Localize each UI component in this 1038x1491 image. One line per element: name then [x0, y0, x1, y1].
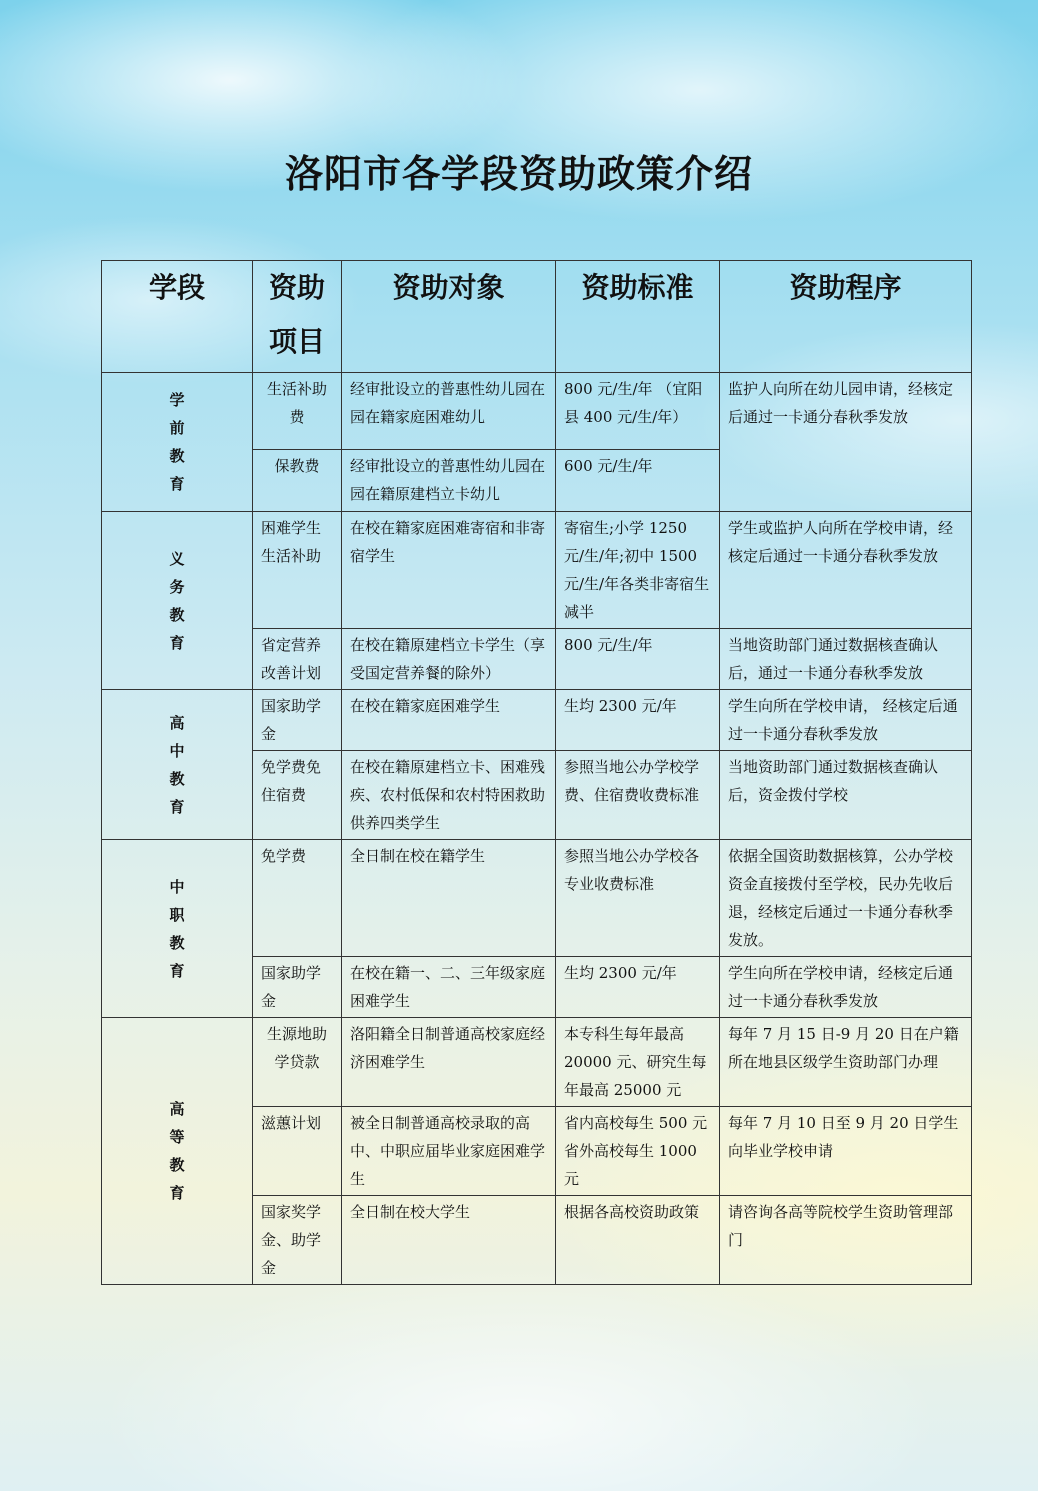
procedure-cell: 学生向所在学校申请，经核定后通过一卡通分春秋季发放 [720, 957, 972, 1018]
procedure-cell: 依据全国资助数据核算，公办学校资金直接拨付至学校，民办先收后退，经核定后通过一卡通分春秋季发放。 [720, 840, 972, 957]
target-cell: 经审批设立的普惠性幼儿园在园在籍家庭困难幼儿 [342, 373, 556, 450]
item-cell: 国家助学金 [253, 957, 342, 1018]
table-row [102, 512, 972, 629]
header-standard: 资助标准 [556, 261, 720, 373]
item-cell: 生源地助学贷款 [253, 1018, 342, 1107]
standard-cell: 600 元/生/年 [556, 450, 720, 512]
policy-table [101, 260, 972, 1285]
item-cell: 保教费 [253, 450, 342, 512]
table-row [102, 690, 972, 751]
target-cell: 全日制在校大学生 [342, 1196, 556, 1285]
target-cell: 经审批设立的普惠性幼儿园在园在籍原建档立卡幼儿 [342, 450, 556, 512]
stage-cell: 高中教育 [102, 690, 253, 840]
item-cell: 滋蕙计划 [253, 1107, 342, 1196]
target-cell: 洛阳籍全日制普通高校家庭经济困难学生 [342, 1018, 556, 1107]
procedure-cell: 当地资助部门通过数据核查确认后，资金拨付学校 [720, 751, 972, 840]
target-cell: 被全日制普通高校录取的高中、中职应届毕业家庭困难学生 [342, 1107, 556, 1196]
procedure-cell: 当地资助部门通过数据核查确认后，通过一卡通分春秋季发放 [720, 629, 972, 690]
item-cell: 省定营养改善计划 [253, 629, 342, 690]
standard-cell: 参照当地公办学校学费、住宿费收费标准 [556, 751, 720, 840]
table-row [102, 1018, 972, 1107]
procedure-cell: 学生向所在学校申请， 经核定后通过一卡通分春秋季发放 [720, 690, 972, 751]
stage-cell: 义务教育 [102, 512, 253, 690]
procedure-cell: 每年 7 月 15 日-9 月 20 日在户籍所在地县区级学生资助部门办理 [720, 1018, 972, 1107]
target-cell: 在校在籍一、二、三年级家庭困难学生 [342, 957, 556, 1018]
target-cell: 在校在籍原建档立卡、困难残疾、农村低保和农村特困救助供养四类学生 [342, 751, 556, 840]
item-cell: 国家助学金 [253, 690, 342, 751]
target-cell: 全日制在校在籍学生 [342, 840, 556, 957]
item-cell: 生活补助费 [253, 373, 342, 450]
standard-cell: 根据各高校资助政策 [556, 1196, 720, 1285]
standard-cell: 800 元/生/年 [556, 629, 720, 690]
standard-cell: 800 元/生/年 （宜阳县 400 元/生/年） [556, 373, 720, 450]
page-title: 洛阳市各学段资助政策介绍 [284, 151, 753, 196]
standard-cell: 省内高校每生 500 元省外高校每生 1000 元 [556, 1107, 720, 1196]
standard-cell: 参照当地公办学校各专业收费标准 [556, 840, 720, 957]
target-cell: 在校在籍原建档立卡学生（享受国定营养餐的除外） [342, 629, 556, 690]
target-cell: 在校在籍家庭困难学生 [342, 690, 556, 751]
procedure-cell: 学生或监护人向所在学校申请，经核定后通过一卡通分春秋季发放 [720, 512, 972, 629]
header-stage: 学段 [102, 261, 253, 373]
standard-cell: 生均 2300 元/年 [556, 690, 720, 751]
item-cell: 困难学生生活补助 [253, 512, 342, 629]
item-cell: 国家奖学金、助学金 [253, 1196, 342, 1285]
stage-cell: 高等教育 [102, 1018, 253, 1285]
standard-cell: 本专科生每年最高 20000 元、研究生每年最高 25000 元 [556, 1018, 720, 1107]
header-procedure: 资助程序 [720, 261, 972, 373]
procedure-cell: 请咨询各高等院校学生资助管理部门 [720, 1196, 972, 1285]
procedure-cell: 监护人向所在幼儿园申请，经核定后通过一卡通分春秋季发放 [720, 373, 972, 512]
item-cell: 免学费免住宿费 [253, 751, 342, 840]
item-cell: 免学费 [253, 840, 342, 957]
header-item: 资助项目 [253, 261, 342, 373]
standard-cell: 寄宿生;小学 1250 元/生/年;初中 1500 元/生/年各类非寄宿生减半 [556, 512, 720, 629]
header-target: 资助对象 [342, 261, 556, 373]
header-row [102, 261, 972, 373]
target-cell: 在校在籍家庭困难寄宿和非寄宿学生 [342, 512, 556, 629]
table-row [102, 373, 972, 450]
procedure-cell: 每年 7 月 10 日至 9 月 20 日学生向毕业学校申请 [720, 1107, 972, 1196]
table-row [102, 840, 972, 957]
standard-cell: 生均 2300 元/年 [556, 957, 720, 1018]
stage-cell: 学前教育 [102, 373, 253, 512]
stage-cell: 中职教育 [102, 840, 253, 1018]
